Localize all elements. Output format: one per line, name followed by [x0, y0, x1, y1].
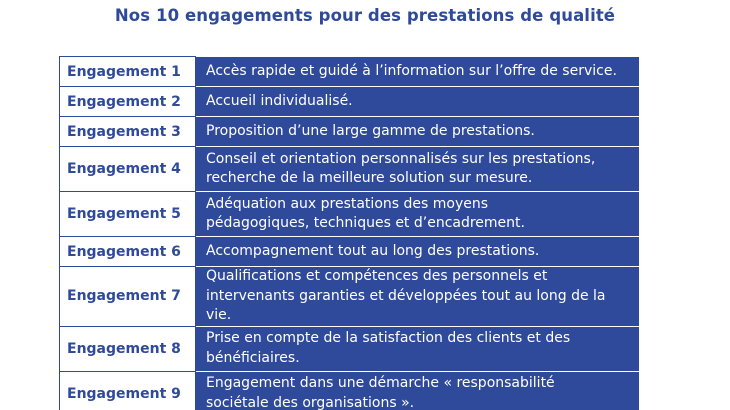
engagement-description	[196, 57, 640, 87]
table-row	[60, 117, 640, 147]
page-title: Nos 10 engagements pour des prestations de qualité	[114, 6, 616, 25]
table-row	[60, 192, 640, 237]
table-row	[60, 326, 640, 371]
engagement-description	[196, 87, 640, 117]
engagement-text: Prise en compte de la satisfaction des clients et des bénéficiaires.	[206, 330, 571, 366]
engagement-description	[196, 117, 640, 147]
engagement-text: Accueil individualisé.	[206, 92, 353, 109]
engagement-text: Adéquation aux prestations des moyens pédagogiques, techniques et d’encadrement.	[206, 195, 525, 231]
table-row	[60, 87, 640, 117]
table-row	[60, 237, 640, 267]
engagement-label: Engagement 4	[60, 147, 196, 192]
engagement-label: Engagement 8	[60, 326, 196, 371]
engagement-label: Engagement 9	[60, 371, 196, 410]
engagement-text: Accompagnement tout au long des prestations.	[206, 242, 540, 259]
engagement-description	[196, 326, 640, 371]
engagement-description	[196, 267, 640, 327]
engagement-description	[196, 192, 640, 237]
engagement-label: Engagement 7	[60, 267, 196, 327]
engagement-text: Proposition d’une large gamme de prestations.	[206, 122, 535, 139]
engagement-label: Engagement 2	[60, 87, 196, 117]
engagement-description	[196, 237, 640, 267]
engagement-label: Engagement 3	[60, 117, 196, 147]
engagement-label: Engagement 5	[60, 192, 196, 237]
engagement-text: Conseil et orientation personnalisés sur les prestations, recherche de la meilleure solution sur mesure.	[206, 150, 596, 186]
engagement-text: Engagement dans une démarche « responsabilité sociétale des organisations ».	[206, 375, 555, 410]
engagement-text: Qualifications et compétences des personnels et intervenants garanties et développées tout au long de la vie.	[206, 268, 606, 323]
engagement-text: Accès rapide et guidé à l’information sur l’offre de service.	[206, 62, 617, 79]
engagement-label: Engagement 1	[60, 57, 196, 87]
table-row	[60, 147, 640, 192]
engagements-table	[59, 56, 640, 410]
table-row	[60, 57, 640, 87]
engagement-label: Engagement 6	[60, 237, 196, 267]
engagement-description	[196, 371, 640, 410]
table-row	[60, 371, 640, 410]
engagement-description	[196, 147, 640, 192]
table-row	[60, 267, 640, 327]
